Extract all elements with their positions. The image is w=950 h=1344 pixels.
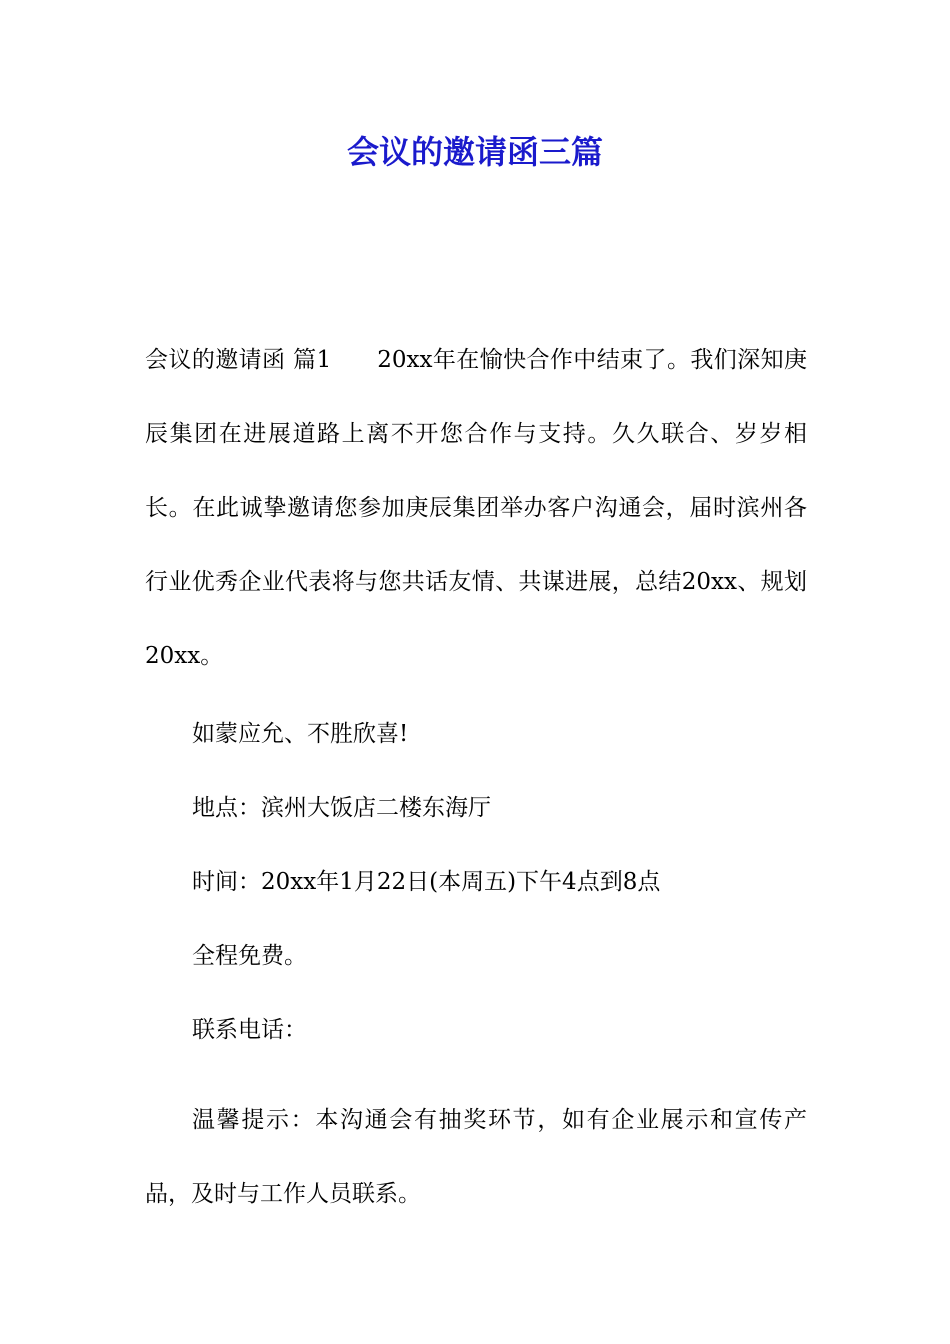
intro-paragraph: [145, 323, 807, 693]
line-free: 全程免费。: [192, 943, 307, 969]
tip-paragraph: 温馨提示：本沟通会有抽奖环节，如有企业展示和宣传产品，及时与工作人员联系。: [145, 1107, 807, 1207]
section-heading: 会议的邀请函 篇1: [145, 347, 332, 373]
line-contact-phone: 联系电话：: [192, 1017, 307, 1043]
line-time: 时间：20xx年1月22日(本周五)下午4点到8点: [192, 869, 661, 895]
document-title: 会议的邀请函三篇: [346, 133, 603, 171]
intro-text: 20xx年在愉快合作中结束了。我们深知庚辰集团在进展道路上离不开您合作与支持。久久联合、岁岁相长。在此诚挚邀请您参加庚辰集团举办客户沟通会，届时滨州各行业优秀企业代表将与您共话友情、共谋进展，总结20xx、规划20xx。: [145, 347, 807, 669]
line-location: 地点：滨州大饭店二楼东海厅: [192, 795, 491, 821]
line-acceptance: 如蒙应允、不胜欣喜!: [192, 721, 409, 747]
